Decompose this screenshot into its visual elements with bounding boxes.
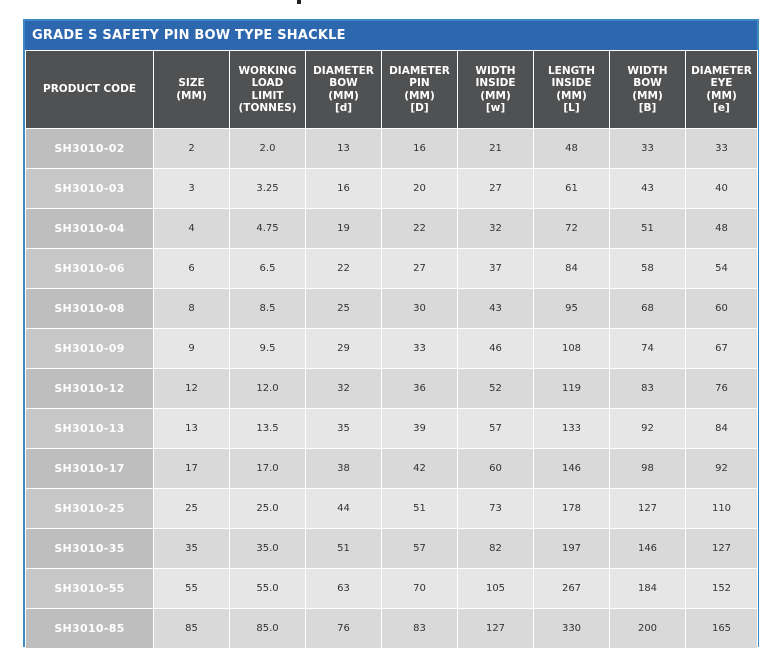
table-cell: 4: [154, 209, 230, 249]
table-cell: 2: [154, 129, 230, 169]
product-code-cell: SH3010-17: [26, 449, 154, 489]
column-header-line: [w]: [485, 102, 506, 114]
table-cell: 83: [382, 609, 458, 649]
table-cell: 76: [686, 369, 758, 409]
table-body: [26, 129, 758, 649]
table-cell: 2.0: [230, 129, 306, 169]
table-cell: 12: [154, 369, 230, 409]
column-header-line: SIZE: [178, 77, 205, 89]
table-cell: 146: [610, 529, 686, 569]
table-cell: 197: [534, 529, 610, 569]
table-cell: 3.25: [230, 169, 306, 209]
table-cell: 133: [534, 409, 610, 449]
table-cell: 57: [382, 529, 458, 569]
product-code-cell: SH3010-55: [26, 569, 154, 609]
table-cell: 17.0: [230, 449, 306, 489]
table-cell: 30: [382, 289, 458, 329]
product-code-cell: SH3010-06: [26, 249, 154, 289]
column-header-line: LOAD: [251, 77, 284, 89]
table-cell: 61: [534, 169, 610, 209]
table-row: [26, 569, 758, 609]
product-code-cell: SH3010-13: [26, 409, 154, 449]
table-cell: 127: [458, 609, 534, 649]
column-header: [306, 51, 382, 129]
table-cell: 43: [458, 289, 534, 329]
column-header-line: EYE: [710, 77, 733, 89]
column-header-line: INSIDE: [551, 77, 592, 89]
table-cell: 8.5: [230, 289, 306, 329]
product-code-cell: SH3010-25: [26, 489, 154, 529]
column-header-line: WIDTH: [627, 64, 668, 77]
table-cell: 38: [306, 449, 382, 489]
table-cell: 68: [610, 289, 686, 329]
table-cell: 51: [382, 489, 458, 529]
table-cell: 6: [154, 249, 230, 289]
column-header-line: WIDTH: [475, 64, 516, 77]
table-cell: 152: [686, 569, 758, 609]
table-cell: 127: [610, 489, 686, 529]
column-header-line: (MM): [632, 89, 663, 102]
table-cell: 33: [610, 129, 686, 169]
table-cell: 27: [382, 249, 458, 289]
spec-table-panel: [23, 19, 759, 647]
column-header: [230, 51, 306, 129]
table-row: [26, 609, 758, 649]
table-cell: 22: [382, 209, 458, 249]
table-cell: 54: [686, 249, 758, 289]
table-title: GRADE S SAFETY PIN BOW TYPE SHACKLE: [25, 21, 757, 50]
table-cell: 17: [154, 449, 230, 489]
table-cell: 108: [534, 329, 610, 369]
table-cell: 32: [458, 209, 534, 249]
table-cell: 44: [306, 489, 382, 529]
table-cell: 55: [154, 569, 230, 609]
column-header-line: DIAMETER: [691, 64, 752, 77]
product-code-cell: SH3010-04: [26, 209, 154, 249]
column-header-line: WORKING: [238, 64, 297, 77]
column-header-line: BOW: [633, 77, 662, 89]
column-header-line: PRODUCT CODE: [43, 83, 136, 96]
cropped-mark: [297, 0, 301, 4]
table-cell: 9.5: [230, 329, 306, 369]
table-cell: 35.0: [230, 529, 306, 569]
column-header: [610, 51, 686, 129]
table-cell: 82: [458, 529, 534, 569]
table-row: [26, 489, 758, 529]
table-cell: 13.5: [230, 409, 306, 449]
table-cell: 21: [458, 129, 534, 169]
table-row: [26, 449, 758, 489]
table-cell: 19: [306, 209, 382, 249]
table-cell: 330: [534, 609, 610, 649]
table-cell: 37: [458, 249, 534, 289]
table-cell: 110: [686, 489, 758, 529]
table-cell: 84: [686, 409, 758, 449]
table-cell: 58: [610, 249, 686, 289]
table-cell: 127: [686, 529, 758, 569]
column-header-line: [d]: [334, 102, 353, 114]
table-cell: 32: [306, 369, 382, 409]
table-row: [26, 169, 758, 209]
table-cell: 63: [306, 569, 382, 609]
column-header-line: INSIDE: [475, 77, 516, 89]
table-cell: 51: [306, 529, 382, 569]
table-cell: 48: [686, 209, 758, 249]
table-row: [26, 409, 758, 449]
table-cell: 35: [154, 529, 230, 569]
table-cell: 51: [610, 209, 686, 249]
table-cell: 35: [306, 409, 382, 449]
table-cell: 13: [154, 409, 230, 449]
column-header-line: PIN: [409, 77, 430, 89]
table-cell: 165: [686, 609, 758, 649]
table-cell: 42: [382, 449, 458, 489]
column-header-line: (MM): [556, 89, 587, 102]
table-cell: 146: [534, 449, 610, 489]
table-row: [26, 529, 758, 569]
column-header-line: [e]: [713, 102, 730, 114]
column-header: [458, 51, 534, 129]
column-header: [534, 51, 610, 129]
table-cell: 16: [382, 129, 458, 169]
column-header-line: (MM): [176, 89, 207, 102]
column-header-line: [L]: [563, 102, 580, 114]
product-code-cell: SH3010-35: [26, 529, 154, 569]
table-cell: 12.0: [230, 369, 306, 409]
product-code-cell: SH3010-02: [26, 129, 154, 169]
column-header: [382, 51, 458, 129]
table-cell: 25: [306, 289, 382, 329]
column-header-line: (MM): [706, 89, 737, 102]
column-header-line: (MM): [404, 89, 435, 102]
header-row: [26, 51, 758, 129]
column-header-line: [B]: [638, 102, 657, 114]
table-cell: 85.0: [230, 609, 306, 649]
table-cell: 8: [154, 289, 230, 329]
table-cell: 67: [686, 329, 758, 369]
table-cell: 70: [382, 569, 458, 609]
table-cell: 60: [458, 449, 534, 489]
table-cell: 36: [382, 369, 458, 409]
table-cell: 119: [534, 369, 610, 409]
column-header: [26, 51, 154, 129]
column-header-line: DIAMETER: [313, 64, 374, 77]
table-cell: 40: [686, 169, 758, 209]
table-cell: 72: [534, 209, 610, 249]
column-header-line: (TONNES): [238, 102, 297, 114]
table-cell: 48: [534, 129, 610, 169]
table-row: [26, 249, 758, 289]
column-header-line: LIMIT: [251, 89, 284, 102]
table-cell: 25: [154, 489, 230, 529]
table-cell: 84: [534, 249, 610, 289]
table-cell: 74: [610, 329, 686, 369]
table-row: [26, 209, 758, 249]
table-cell: 178: [534, 489, 610, 529]
table-cell: 22: [306, 249, 382, 289]
product-code-cell: SH3010-09: [26, 329, 154, 369]
product-code-cell: SH3010-12: [26, 369, 154, 409]
table-cell: 60: [686, 289, 758, 329]
table-cell: 43: [610, 169, 686, 209]
product-code-cell: SH3010-03: [26, 169, 154, 209]
shackle-spec-table: [25, 50, 758, 649]
table-cell: 98: [610, 449, 686, 489]
table-cell: 85: [154, 609, 230, 649]
column-header: [686, 51, 758, 129]
table-cell: 3: [154, 169, 230, 209]
column-header: [154, 51, 230, 129]
table-cell: 39: [382, 409, 458, 449]
product-code-cell: SH3010-85: [26, 609, 154, 649]
table-cell: 267: [534, 569, 610, 609]
table-cell: 92: [686, 449, 758, 489]
table-cell: 33: [686, 129, 758, 169]
table-cell: 33: [382, 329, 458, 369]
column-header-line: LENGTH: [547, 64, 596, 77]
table-row: [26, 289, 758, 329]
table-cell: 52: [458, 369, 534, 409]
table-row: [26, 329, 758, 369]
table-cell: 184: [610, 569, 686, 609]
table-cell: 76: [306, 609, 382, 649]
column-header-line: DIAMETER: [389, 64, 450, 77]
column-header-line: BOW: [329, 77, 358, 89]
table-cell: 200: [610, 609, 686, 649]
table-cell: 9: [154, 329, 230, 369]
table-cell: 83: [610, 369, 686, 409]
column-header-line: (MM): [328, 89, 359, 102]
table-cell: 73: [458, 489, 534, 529]
table-cell: 4.75: [230, 209, 306, 249]
table-row: [26, 129, 758, 169]
table-cell: 92: [610, 409, 686, 449]
table-row: [26, 369, 758, 409]
table-cell: 20: [382, 169, 458, 209]
table-cell: 95: [534, 289, 610, 329]
table-cell: 46: [458, 329, 534, 369]
table-cell: 13: [306, 129, 382, 169]
table-cell: 55.0: [230, 569, 306, 609]
table-cell: 57: [458, 409, 534, 449]
table-cell: 105: [458, 569, 534, 609]
table-cell: 6.5: [230, 249, 306, 289]
product-code-cell: SH3010-08: [26, 289, 154, 329]
table-cell: 27: [458, 169, 534, 209]
column-header-line: (MM): [480, 89, 511, 102]
table-cell: 16: [306, 169, 382, 209]
column-header-line: [D]: [410, 102, 429, 114]
table-cell: 25.0: [230, 489, 306, 529]
table-cell: 29: [306, 329, 382, 369]
